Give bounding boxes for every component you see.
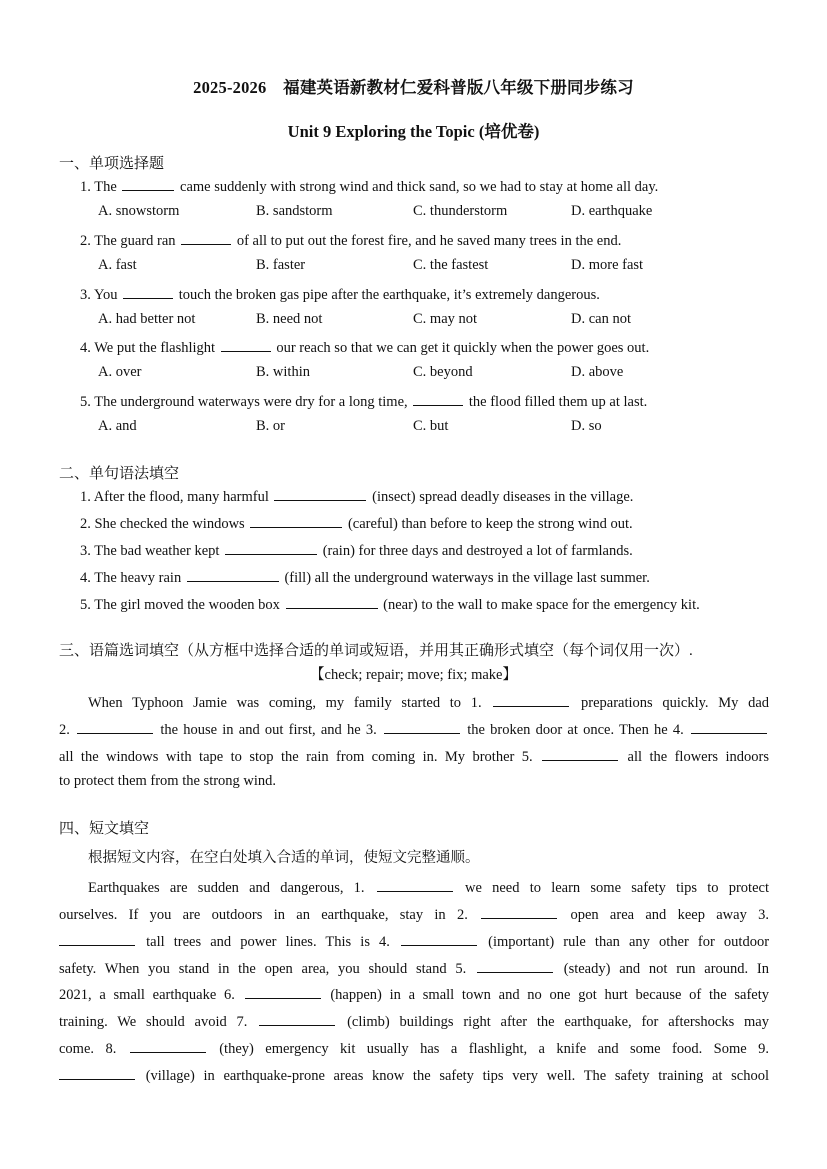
option[interactable]: D. earthquake <box>571 203 653 219</box>
passage4-line-6: training. We should avoid 7. (climb) buildings right after the earthquake, for aftershocks may <box>59 1011 769 1031</box>
passage3-line-2: 2. the house in and out first, and he 3. the broken door at once. Then he 4. <box>59 719 769 739</box>
grammar-item-3: 3. The bad weather kept (rain) for three days and destroyed a lot of farmlands. <box>80 540 633 560</box>
answer-blank[interactable] <box>221 337 271 352</box>
answer-blank[interactable] <box>413 391 463 406</box>
option[interactable]: B. sandstorm <box>256 203 333 219</box>
mc-question-2: 2. The guard ran of all to put out the forest fire, and he saved many trees in the end. <box>80 230 621 250</box>
option[interactable]: B. need not <box>256 311 323 327</box>
answer-blank[interactable] <box>122 176 174 191</box>
section4-heading: 四、短文填空 <box>59 821 150 837</box>
answer-blank[interactable] <box>77 719 153 734</box>
passage3-line-4: to protect them from the strong wind. <box>59 773 277 789</box>
option[interactable]: D. above <box>571 364 624 380</box>
option[interactable]: D. more fast <box>571 257 644 273</box>
answer-blank[interactable] <box>130 1038 206 1053</box>
option[interactable]: A. and <box>98 418 137 434</box>
answer-blank[interactable] <box>59 931 135 946</box>
grammar-item-4: 4. The heavy rain (fill) all the underground waterways in the village last summer. <box>80 567 650 587</box>
option[interactable]: D. so <box>571 418 602 434</box>
word-box: 【check; repair; move; fix; make】 <box>310 667 517 683</box>
answer-blank[interactable] <box>59 1065 135 1080</box>
passage4-line-1: Earthquakes are sudden and dangerous, 1. we need to learn some safety tips to protect <box>88 877 769 897</box>
passage4-line-3: tall trees and power lines. This is 4. (important) rule than any other for outdoor <box>59 931 769 951</box>
option[interactable]: A. snowstorm <box>98 203 180 219</box>
option[interactable]: B. or <box>256 418 285 434</box>
answer-blank[interactable] <box>245 984 321 999</box>
option[interactable]: B. within <box>256 364 310 380</box>
answer-blank[interactable] <box>401 931 477 946</box>
answer-blank[interactable] <box>286 594 378 609</box>
answer-blank[interactable] <box>259 1011 335 1026</box>
answer-blank[interactable] <box>274 486 366 501</box>
passage3-line-3: all the windows with tape to stop the rain from coming in. My brother 5. all the flowers indoors <box>59 746 769 766</box>
option[interactable]: C. but <box>413 418 449 434</box>
option[interactable]: C. thunderstorm <box>413 203 508 219</box>
option[interactable]: B. faster <box>256 257 306 273</box>
section2-heading: 二、单句语法填空 <box>59 466 180 482</box>
answer-blank[interactable] <box>384 719 460 734</box>
answer-blank[interactable] <box>225 540 317 555</box>
answer-blank[interactable] <box>123 284 173 299</box>
answer-blank[interactable] <box>477 958 553 973</box>
option[interactable]: C. the fastest <box>413 257 489 273</box>
answer-blank[interactable] <box>691 719 767 734</box>
answer-blank[interactable] <box>187 567 279 582</box>
grammar-item-1: 1. After the flood, many harmful (insect) spread deadly diseases in the village. <box>80 486 633 506</box>
mc-question-5: 5. The underground waterways were dry for a long time, the flood filled them up at last. <box>80 391 647 411</box>
answer-blank[interactable] <box>250 513 342 528</box>
option[interactable]: C. may not <box>413 311 478 327</box>
mc-question-4: 4. We put the flashlight our reach so that we can get it quickly when the power goes out. <box>80 337 649 357</box>
option[interactable]: A. fast <box>98 257 137 273</box>
mc-question-3: 3. You touch the broken gas pipe after the earthquake, it’s extremely dangerous. <box>80 284 600 304</box>
option[interactable]: A. had better not <box>98 311 196 327</box>
passage4-line-4: safety. When you stand in the open area, you should stand 5. (steady) and not run around. In <box>59 958 769 978</box>
option[interactable]: D. can not <box>571 311 631 327</box>
option[interactable]: C. beyond <box>413 364 473 380</box>
section3-heading: 三、语篇选词填空（从方框中选择合适的单词或短语，并用其正确形式填空（每个词仅用一次）. <box>59 643 693 659</box>
grammar-item-2: 2. She checked the windows (careful) than before to keep the strong wind out. <box>80 513 633 533</box>
mc-question-1: 1. The came suddenly with strong wind and thick sand, so we had to stay at home all day. <box>80 176 658 196</box>
answer-blank[interactable] <box>493 692 569 707</box>
passage4-line-5: 2021, a small earthquake 6. (happen) in a small town and no one got hurt because of the safety <box>59 984 769 1004</box>
option[interactable]: A. over <box>98 364 142 380</box>
passage4-line-2: ourselves. If you are outdoors in an earthquake, stay in 2. open area and keep away 3. <box>59 904 769 924</box>
section4-instruction: 根据短文内容，在空白处填入合适的单词，使短文完整通顺。 <box>88 850 480 866</box>
grammar-item-5: 5. The girl moved the wooden box (near) to the wall to make space for the emergency kit. <box>80 594 700 614</box>
section1-heading: 一、单项选择题 <box>59 156 165 172</box>
answer-blank[interactable] <box>377 877 453 892</box>
passage3-line-1: When Typhoon Jamie was coming, my family started to 1. preparations quickly. My dad <box>88 692 769 712</box>
answer-blank[interactable] <box>181 230 231 245</box>
worksheet-subtitle: Unit 9 Exploring the Topic (培优卷) <box>287 122 540 141</box>
answer-blank[interactable] <box>481 904 557 919</box>
answer-blank[interactable] <box>542 746 618 761</box>
worksheet-title: 2025-2026 福建英语新教材仁爱科普版八年级下册同步练习 <box>193 78 634 97</box>
passage4-line-7: come. 8. (they) emergency kit usually has a flashlight, a knife and some food. Some 9. <box>59 1038 769 1058</box>
passage4-line-8: (village) in earthquake-prone areas know the safety tips very well. The safety training at school <box>59 1065 769 1085</box>
